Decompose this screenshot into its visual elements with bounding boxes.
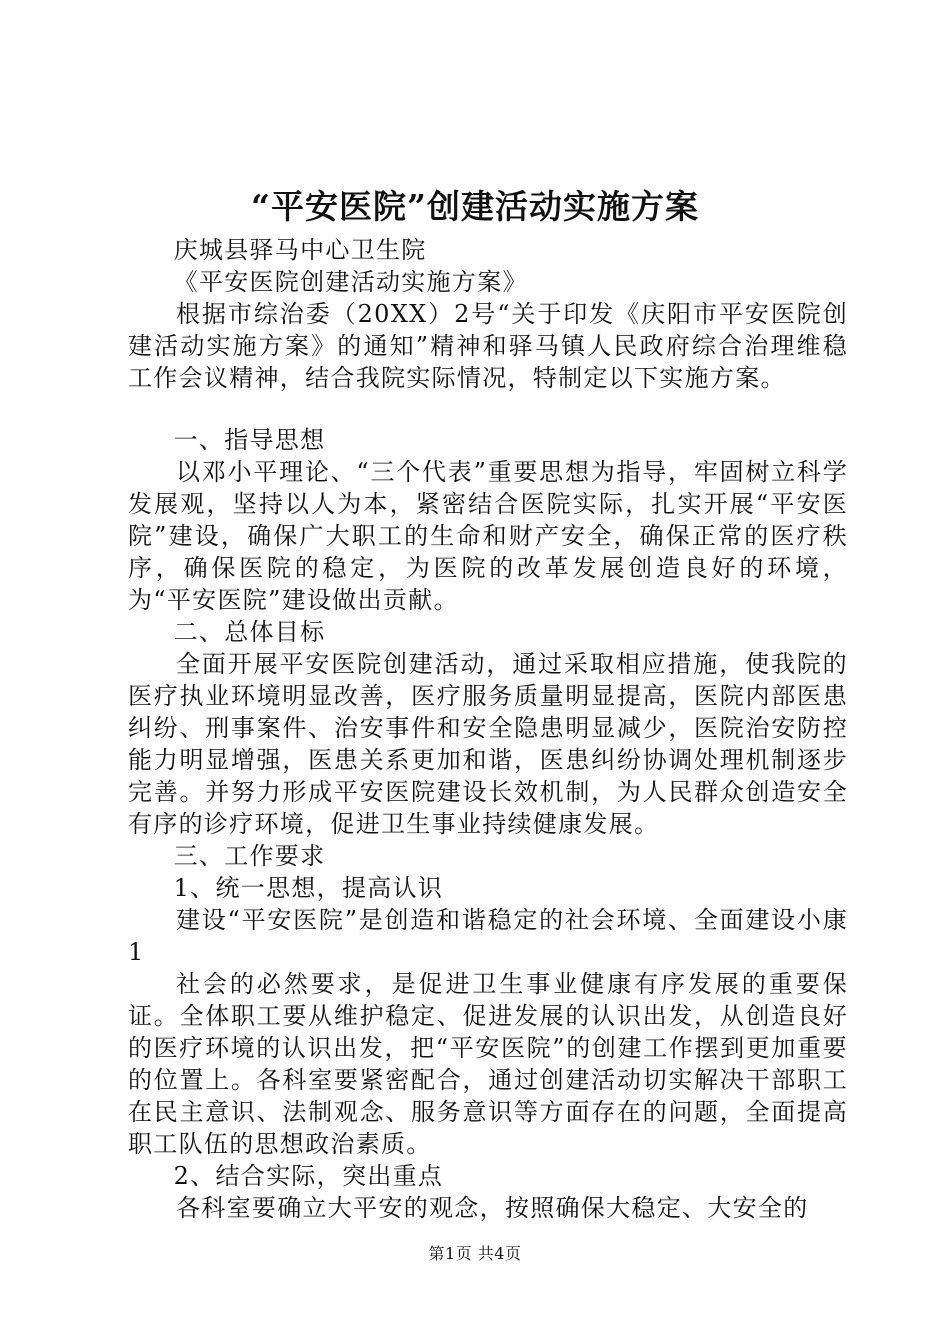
organization-line: 庆城县驿马中心卫生院 [173, 236, 427, 264]
guiding-thought-paragraph: 以邓小平理论、“三个代表”重要思想为指导，牢固树立科学发展观，坚持以人为本，紧密结合医院实际，扎实开展“平安医院”建设，确保广大职工的生命和财产安全，确保正常的医疗秩序，确保医院的稳定，为医院的改革发展创造良好的环境，为“平安医院”建设做出贡献。 [128, 458, 848, 614]
document-body [128, 234, 848, 1224]
document-title: “平安医院”创建活动实施方案 [251, 187, 699, 226]
subheading-unify-thinking: 1、统一思想，提高认识 [173, 874, 444, 902]
section-heading-overall-goal: 二、总体目标 [173, 618, 326, 646]
overall-goal-paragraph: 全面开展平安医院创建活动，通过采取相应措施，使我院的医疗执业环境明显改善，医疗服务质量明显提高，医院内部医患纠纷、刑事案件、治安事件和安全隐患明显减少，医院治安防控能力明显增强，医患关系更加和谐，医患纠纷协调处理机制逐步完善。并努力形成平安医院建设长效机制，为人民群众创造安全有序的诊疗环境，促进卫生事业持续健康发展。 [128, 650, 848, 838]
section-heading-guiding-thought: 一、指导思想 [173, 426, 326, 454]
focus-priorities-paragraph: 各科室要确立大平安的观念，按照确保大稳定、大安全的 [176, 1194, 809, 1222]
section-heading-work-requirements: 三、工作要求 [173, 842, 326, 870]
paragraph-gap [128, 394, 848, 424]
social-requirement-paragraph: 社会的必然要求，是促进卫生事业健康有序发展的重要保证。全体职工要从维护稳定、促进发展的认识出发，从创造良好的医疗环境的认识出发，把“平安医院”的创建工作摆到更加重要的位置上。各科室要紧密配合，通过创建活动切实解决干部职工在民主意识、法制观念、服务意识等方面存在的问题，全面提高职工队伍的思想政治素质。 [128, 970, 848, 1158]
unify-thinking-paragraph: 建设“平安医院”是创造和谐稳定的社会环境、全面建设小康1 [128, 906, 848, 966]
subheading-focus-priorities: 2、结合实际，突出重点 [173, 1162, 444, 1190]
page-footer: 第1页 共4页 [428, 1244, 522, 1263]
plan-name-line: 《平安医院创建活动实施方案》 [173, 268, 528, 296]
intro-paragraph: 根据市综治委（20XX）2号“关于印发《庆阳市平安医院创建活动实施方案》的通知”精神和驿马镇人民政府综合治理维稳工作会议精神，结合我院实际情况，特制定以下实施方案。 [128, 300, 848, 392]
